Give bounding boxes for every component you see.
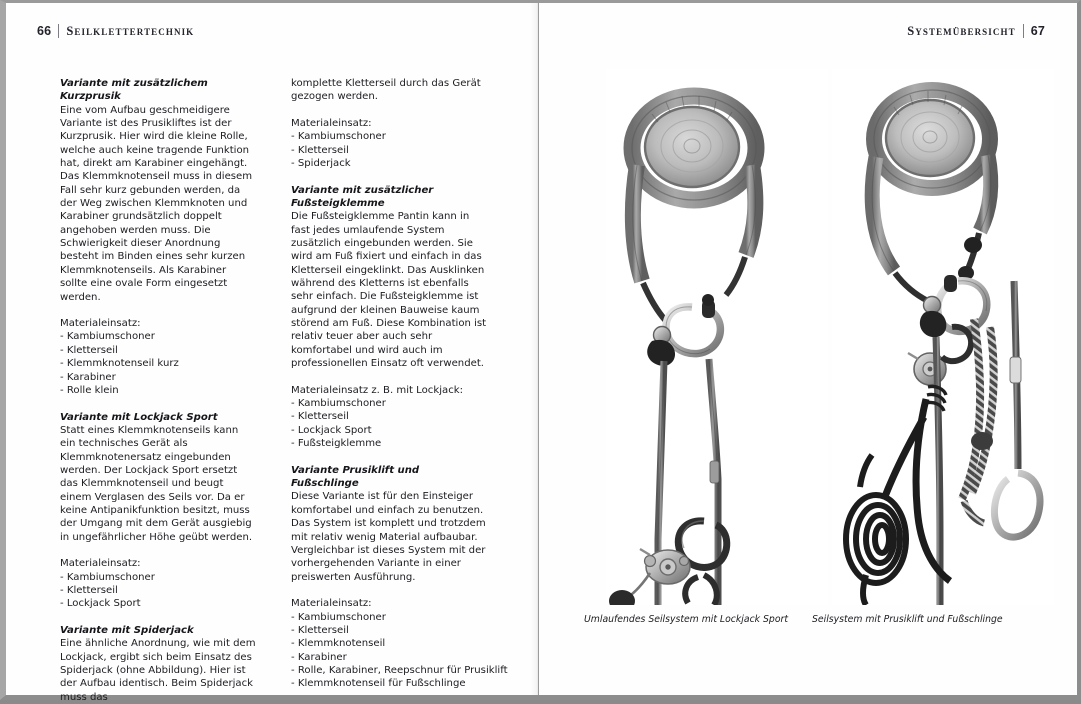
list-item: - Kambiumschoner — [60, 571, 155, 583]
page-left — [6, 3, 538, 703]
list-item: - Rolle, Karabiner, Reepschnur für Prusiklift — [291, 664, 508, 676]
list-item: - Rolle klein — [60, 384, 119, 396]
material-label-1: Materialeinsatz: — [60, 318, 141, 330]
running-head-rule — [1023, 24, 1024, 38]
heading-kurzprusik: Variante mit zusätzlichem Kurzprusik — [60, 78, 208, 103]
spacer — [291, 584, 487, 597]
list-item: - Klemmknotenseil für Fußschlinge — [291, 678, 466, 690]
spacer — [60, 611, 256, 624]
heading-spiderjack: Variante mit Spiderjack — [60, 624, 194, 636]
spacer — [60, 544, 256, 557]
paragraph-lockjack-sport: Statt eines Klemmknotenseils kann ein technisches Gerät als Klemmknotenersatz eingebunden werden. Der Lockjack Sport ersetzt das Klemmknotenseil und beugt einem Verglasen des Seils vor. Da er keine Antipanikfunktion besitzt, muss der Umgang mit dem Gerät ausgiebig in ungefährlicher Höhe geübt werden. — [60, 424, 253, 543]
paragraph-kurzprusik: Eine vom Aufbau geschmeidigere Variante ist des Prusikliftes ist der Kurzprusik. Hier wird die kleine Rolle, welche auch keine tragende Funktion hat, direkt am Karabiner eingehängt. Das Klemmknotenseil muss in diesem Fall sehr kurz gebunden werden, da der Weg zwischen Klemmknoten und Karabiner grundsätzlich doppelt angehoben werden muss. Die Schwierigkeit dieser Anordnung besteht im Binden eines sehr kurzen Klemmknotenseils. Als Karabiner sollte eine ovale Form eingesetzt werden. — [60, 104, 253, 303]
photo-lockjack-artwork — [606, 69, 828, 605]
photo-lockjack-system — [606, 69, 828, 605]
list-item: - Lockjack Sport — [60, 598, 141, 610]
spacer — [291, 370, 487, 383]
spacer — [291, 170, 487, 183]
list-item: - Kletterseil — [291, 411, 349, 423]
text-column-1 — [60, 77, 256, 704]
material-list-5 — [291, 611, 508, 691]
list-item: - Kletterseil — [60, 344, 118, 356]
figure-caption-lockjack: Umlaufendes Seilsystem mit Lockjack Sport — [584, 614, 788, 625]
material-label-2: Materialeinsatz: — [60, 558, 141, 570]
spacer — [291, 450, 487, 463]
list-item: - Kambiumschoner — [291, 131, 386, 143]
folio-number-left: 66 — [37, 24, 52, 38]
running-head-left — [37, 23, 194, 39]
heading-fusssteigklemme: Variante mit zusätzlicher Fußsteigklemme — [291, 184, 434, 209]
list-item: - Kletterseil — [60, 584, 118, 596]
paragraph-fusssteigklemme: Die Fußsteigklemme Pantin kann in fast jedes umlaufende System zusätzlich eingebunden werden. Sie wird am Fuß fixiert und einfach in das Kletterseil eingeklinkt. Das Ausklinken während des Kletterns ist ebenfalls sehr einfach. Die Fußsteigklemme ist aufgrund der kleinen Bauweise kaum störend am Fuß. Diese Kombination ist relativ teuer aber auch sehr komfortabel und wird auch im professionellen Einsatz oft verwendet. — [291, 211, 487, 370]
running-title-left: Seilklettertechnik — [66, 23, 195, 38]
folio-number-right: 67 — [1030, 24, 1045, 38]
list-item: - Kletterseil — [291, 624, 349, 636]
running-head-right — [907, 23, 1045, 39]
list-item: - Karabiner — [291, 651, 347, 663]
list-item: - Kambiumschoner — [60, 331, 155, 343]
list-item: - Karabiner — [60, 371, 116, 383]
material-list-3 — [291, 130, 487, 170]
material-label-3: Materialeinsatz: — [291, 117, 372, 129]
list-item: - Klemmknotenseil — [291, 638, 386, 650]
paragraph-spiderjack-continued: komplette Kletterseil durch das Gerät gezogen werden. — [291, 78, 481, 103]
list-item: - Kambiumschoner — [291, 611, 386, 623]
paragraph-spiderjack: Eine ähnliche Anordnung, wie mit dem Lockjack, ergibt sich beim Einsatz des Spiderjack (ohne Abbildung). Hier ist der Aufbau identisch. Beim Spiderjack muss das — [60, 638, 256, 703]
material-label-4: Materialeinsatz z. B. mit Lockjack: — [291, 384, 463, 396]
list-item: - Fußsteigklemme — [291, 438, 382, 450]
spacer — [291, 104, 487, 117]
text-column-2 — [291, 77, 508, 691]
spacer — [60, 397, 256, 410]
list-item: - Kletterseil — [291, 144, 349, 156]
running-title-right: Systemübersicht — [907, 23, 1016, 38]
material-list-1 — [60, 330, 256, 397]
photo-prusiklift-artwork — [832, 69, 1054, 605]
spacer — [60, 304, 256, 317]
list-item: - Klemmknotenseil kurz — [60, 358, 179, 370]
running-head-rule — [58, 24, 59, 38]
list-item: - Spiderjack — [291, 158, 351, 170]
list-item: - Kambiumschoner — [291, 398, 386, 410]
photo-prusiklift-system — [832, 69, 1054, 605]
material-list-2 — [60, 571, 256, 611]
list-item: - Lockjack Sport — [291, 424, 372, 436]
material-label-5: Materialeinsatz: — [291, 598, 372, 610]
heading-lockjack-sport: Variante mit Lockjack Sport — [60, 411, 218, 423]
heading-prusiklift-fussschlinge: Variante Prusiklift und Fußschlinge — [291, 464, 420, 490]
material-list-4 — [291, 397, 487, 450]
figure-caption-prusiklift: Seilsystem mit Prusiklift und Fußschlinge — [812, 614, 1003, 625]
paragraph-prusiklift-fussschlinge: Diese Variante ist für den Einsteiger komfortabel und einfach zu benutzen. Das System ist komplett und trotzdem mit relativ wenig Material aufbaubar. Vergleichbar ist dieses System mit der vorhergehenden Variante in einer preiswerten Ausführung. — [291, 491, 486, 583]
